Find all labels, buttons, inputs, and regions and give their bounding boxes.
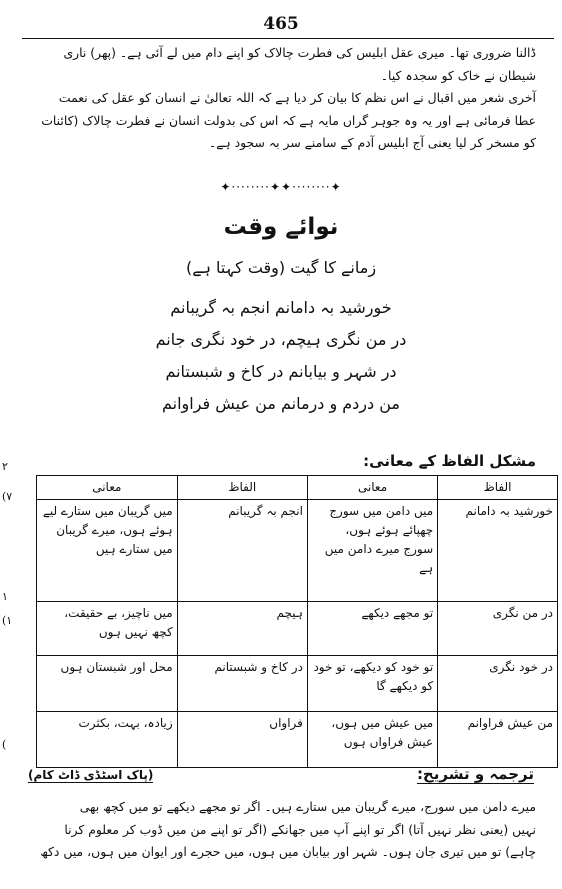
table-cell: محل اور شبستان ہوں: [37, 656, 178, 712]
intro-line: شیطان نے خاک کو سجدہ کیا۔: [380, 67, 536, 83]
translation-paragraph: [24, 796, 536, 864]
table-cell: در من نگری: [438, 602, 558, 656]
table-cell: زیادہ، بہت، بکثرت: [37, 712, 178, 768]
poem-verse: خورشید بہ دامانم انجم بہ گریبانم: [170, 298, 392, 317]
poem-title: نوائے وقت: [223, 214, 339, 240]
table-row: [37, 656, 558, 712]
intro-line: آخری شعر میں اقبال نے اس نظم کا بیان کر دیا ہے کہ اللہ تعالیٰ نے انسان کو عقل کی نعمت: [58, 90, 536, 105]
intro-line: عطا فرمائی ہے اور یہ وہ جوہر گراں مایہ ہے کہ اس کی بدولت انسان نے فطرت چالاک (کائنات: [41, 112, 536, 128]
margin-mark: (۷: [2, 490, 13, 503]
column-header-meaning: معانی: [37, 476, 178, 500]
table-cell: میں دامن میں سورج چھپائے ہوئے ہوں، سورج میرے دامن میں ہے: [307, 500, 437, 602]
table-cell: انجم بہ گریبانم: [177, 500, 307, 602]
table-cell: در خود نگری: [438, 656, 558, 712]
site-watermark: (پاک اسٹڈی ڈاٹ کام): [28, 768, 154, 782]
table-cell: فراواں: [177, 712, 307, 768]
table-cell: خورشید بہ دامانم: [438, 500, 558, 602]
column-header-word: الفاظ: [438, 476, 558, 500]
margin-mark: (۱: [2, 614, 13, 627]
translation-heading: ترجمہ و تشریح:: [416, 765, 534, 783]
table-header-row: [37, 476, 558, 500]
page-number: 465: [263, 14, 299, 34]
table-cell: میں عیش میں ہوں، عیش فراواں ہوں: [307, 712, 437, 768]
poem-verse: من دردم و درمانم من عیش فراوانم: [162, 394, 400, 413]
table-cell: میں گریبان میں ستارے لیے ہوئے ہوں، میرے گریبان میں ستارے ہیں: [37, 500, 178, 602]
translation-line: میرے دامن میں سورج، میرے گریبان میں ستارے ہیں۔ اگر تو مجھے دیکھے تو میں کچھ بھی: [79, 799, 536, 814]
table-row: [37, 602, 558, 656]
glossary-heading: مشکل الفاظ کے معانی:: [363, 452, 536, 470]
column-header-meaning: معانی: [307, 476, 437, 500]
margin-mark: ۱: [2, 590, 8, 603]
column-header-word: الفاظ: [177, 476, 307, 500]
table-cell: میں ناچیز، بے حقیقت، کچھ نہیں ہوں: [37, 602, 178, 656]
poem-subtitle: زمانے کا گیت (وقت کہتا ہے): [185, 258, 377, 277]
table-cell: ہیچم: [177, 602, 307, 656]
translation-line: چاہے) تو میں تیری جان ہوں۔ شہر اور بیابان میں ہوں، میں حجرے اور ایوان میں ہوں، میں دکھ: [40, 844, 536, 859]
table-cell: تو مجھے دیکھے: [307, 602, 437, 656]
margin-mark: ۲: [2, 460, 8, 473]
section-divider-ornament: ✦⋅⋅⋅⋅⋅⋅⋅⋅✦✦⋅⋅⋅⋅⋅⋅⋅⋅✦: [220, 180, 342, 194]
glossary-table: [36, 475, 558, 768]
poem-verse: در شہر و بیابانم در کاخ و شبستانم: [165, 362, 397, 381]
intro-paragraph: [24, 42, 536, 155]
intro-line: ڈالنا ضروری تھا۔ میری عقل ابلیس کی فطرت چالاک کو اپنے دام میں لے آئی ہے۔ (پھر) ناری: [63, 45, 536, 60]
table-cell: در کاخ و شبستانم: [177, 656, 307, 712]
table-cell: من عیش فراوانم: [438, 712, 558, 768]
table-row: [37, 500, 558, 602]
margin-mark: (: [2, 738, 7, 751]
intro-line: کو مسخر کر لیا یعنی آج ابلیس آدم کے سامنے سر بہ سجود ہے۔: [208, 135, 536, 150]
table-cell: تو خود کو دیکھے، تو خود کو دیکھے گا: [307, 656, 437, 712]
translation-line: نہیں (یعنی نظر نہیں آتا) اگر تو اپنے آپ میں جھانکے (اگر تو اپنے من میں ڈوب کر معلوم کرنا: [64, 821, 536, 837]
poem-verse: در من نگری ہیچم، در خود نگری جانم: [155, 330, 407, 349]
header-rule: [22, 38, 554, 39]
table-row: [37, 712, 558, 768]
